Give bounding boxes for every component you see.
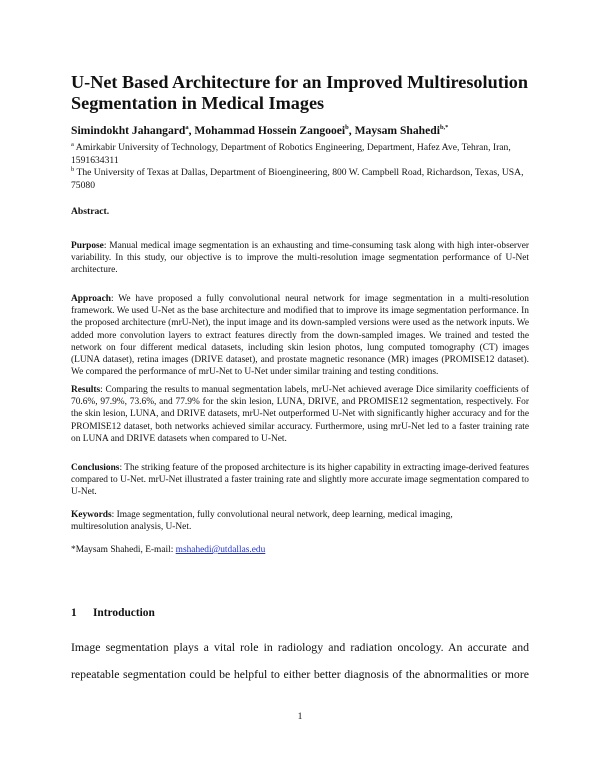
results-label: Results (71, 385, 101, 395)
intro-paragraph: Image segmentation plays a vital role in radiology and radiation oncology. An accurate and repeatable segmentation could be helpful to either better diagnosis of the abnormalities or more (71, 640, 529, 681)
corresponding-author (71, 545, 265, 555)
keywords (71, 509, 461, 533)
conclusions-text: : The striking feature of the proposed architecture is its higher capability in extracting image-derived features compared to U-Net. mrU-Net illustrated a faster training rate and slightly more accurate image segmentation compared to U-Net. (71, 463, 529, 498)
keywords-label: Keywords (71, 510, 112, 520)
affiliation-a (71, 139, 533, 167)
page-number: 1 (297, 711, 303, 722)
abstract-purpose (71, 240, 529, 277)
author-affil-mark: b (345, 124, 349, 132)
purpose-text: : Manual medical image segmentation is an exhausting and time-consuming task along with high inter-observer variability. In this study, our objective is to improve the multi-resolution image segmentation performance of U-Net architecture. (71, 241, 529, 276)
paper-title: U-Net Based Architecture for an Improved Multiresolution Segmentation in Medical Images (71, 72, 529, 113)
section-title: Introduction (93, 607, 155, 619)
author-separator: , (348, 124, 355, 137)
section-number: 1 (71, 607, 77, 619)
purpose-label: Purpose (71, 241, 104, 251)
abstract-results (71, 384, 529, 445)
affil-text: The University of Texas at Dallas, Department of Bioengineering, 800 W. Campbell Road, Richardson, Texas, USA, 75080 (71, 167, 524, 191)
author-name: Maysam Shahedi (354, 124, 440, 137)
author-name: Simindokht Jahangard (71, 124, 186, 137)
results-text: : Comparing the results to manual segmentation labels, mrU-Net achieved average Dice similarity coefficients of 70.6%, 97.9%, 73.6%, and 77.9% for the skin lesion, LUNA, DRIVE, and PROMISE12 segmentation, respectively. For the skin lesion, LUNA, and DRIVE datasets, mrU-Net outperformed U-Net with significantly higher accuracy and for the PROMISE12 dataset, both networks achieved similar accuracy. Furthermore, using mrU-Net led to a faster training rate on LUNA and DRIVE datasets when compared to U-Net. (71, 385, 529, 444)
abstract-heading: Abstract. (71, 206, 110, 217)
author-affil-mark: b,* (439, 124, 449, 132)
corresponding-label: *Maysam Shahedi, E-mail: (71, 545, 176, 555)
conclusions-label: Conclusions (71, 463, 120, 473)
author-separator: , (188, 124, 195, 137)
abstract-approach (71, 293, 529, 378)
approach-text: : We have proposed a fully convolutional neural network for image segmentation in a multi-resolution framework. We used U-Net as the base architecture and modified that to improve its image segmentation performance. In the proposed architecture (mrU-Net), the input image and its down-sampled versions were used as the network inputs. We added more convolution layers to extract features directly from the down-sampled images. We trained and tested the network on four different medical datasets, including skin lesion photos, lung computed tomography (CT) images (LUNA dataset), retina images (DRIVE dataset), and prostate magnetic resonance (MR) images (PROMISE12 dataset). We compared the performance of mrU-Net to U-Net under similar training and testing conditions. (71, 294, 529, 378)
affil-mark: b (71, 166, 75, 173)
section-heading (71, 607, 155, 619)
email-link[interactable]: mshahedi@utdallas.edu (175, 545, 266, 555)
abstract-conclusions (71, 462, 529, 499)
approach-label: Approach (71, 294, 111, 304)
affil-text: Amirkabir University of Technology, Department of Robotics Engineering, Department, Hafez Ave, Tehran, Iran, 1591634311 (71, 142, 511, 166)
keywords-text: : Image segmentation, fully convolutional neural network, deep learning, medical imaging, multiresolution analysis, U-Net. (71, 510, 453, 533)
affil-mark: a (71, 141, 74, 148)
author-name: Mohammad Hossein Zangooei (194, 124, 346, 137)
author-list (71, 124, 448, 137)
affiliation-b (71, 164, 533, 192)
author-affil-mark: a (185, 124, 189, 132)
